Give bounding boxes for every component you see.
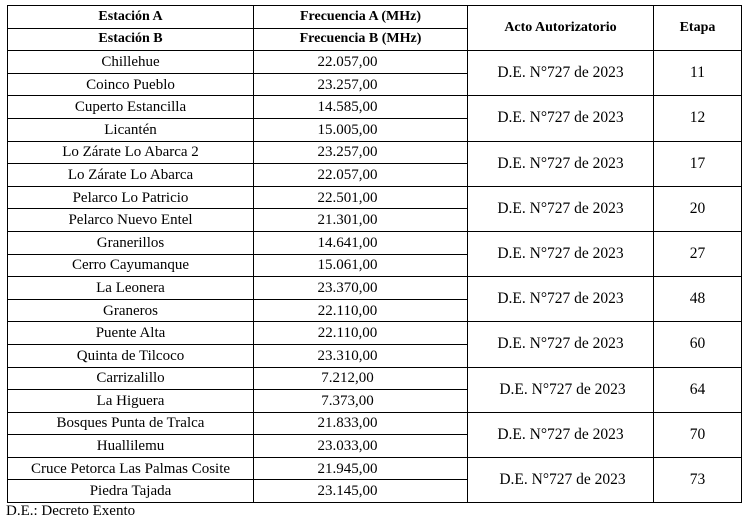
table-row — [8, 322, 742, 345]
frecuencia-a-cell: 14.585,00 — [254, 96, 468, 119]
etapa-cell: 20 — [654, 186, 742, 231]
frecuencia-b-cell: 23.033,00 — [254, 435, 468, 458]
estacion-a-cell: La Leonera — [8, 277, 254, 300]
frequency-table — [7, 5, 742, 503]
estacion-a-cell: Lo Zárate Lo Abarca 2 — [8, 141, 254, 164]
estacion-a-cell: Puente Alta — [8, 322, 254, 345]
estacion-b-cell: Pelarco Nuevo Entel — [8, 209, 254, 232]
table-body — [8, 51, 742, 503]
estacion-b-cell: Coinco Pueblo — [8, 73, 254, 96]
estacion-a-cell: Pelarco Lo Patricio — [8, 186, 254, 209]
table-row — [8, 412, 742, 435]
table-row — [8, 231, 742, 254]
estacion-b-cell: Quinta de Tilcoco — [8, 344, 254, 367]
estacion-a-cell: Granerillos — [8, 231, 254, 254]
frecuencia-b-cell: 7.373,00 — [254, 390, 468, 413]
frecuencia-a-cell: 22.110,00 — [254, 322, 468, 345]
acto-autorizatorio-cell: D.E. N°727 de 2023 — [468, 322, 654, 367]
etapa-cell: 27 — [654, 231, 742, 276]
table-row — [8, 367, 742, 390]
table-row — [8, 51, 742, 74]
acto-autorizatorio-cell: D.E. N°727 de 2023 — [468, 231, 654, 276]
acto-autorizatorio-cell: D.E. N°727 de 2023 — [468, 457, 654, 502]
etapa-cell: 11 — [654, 51, 742, 96]
estacion-b-cell: Licantén — [8, 118, 254, 141]
frecuencia-b-cell: 23.310,00 — [254, 344, 468, 367]
frecuencia-a-cell: 22.057,00 — [254, 51, 468, 74]
header-row-a — [8, 6, 742, 29]
header-acto-autorizatorio: Acto Autorizatorio — [468, 6, 654, 51]
frecuencia-b-cell: 15.061,00 — [254, 254, 468, 277]
etapa-cell: 17 — [654, 141, 742, 186]
estacion-b-cell: Cerro Cayumanque — [8, 254, 254, 277]
header-frecuencia-b: Frecuencia B (MHz) — [254, 28, 468, 51]
frecuencia-b-cell: 22.110,00 — [254, 299, 468, 322]
frecuencia-a-cell: 14.641,00 — [254, 231, 468, 254]
estacion-b-cell: Graneros — [8, 299, 254, 322]
frecuencia-b-cell: 23.145,00 — [254, 480, 468, 503]
estacion-b-cell: Huallilemu — [8, 435, 254, 458]
acto-autorizatorio-cell: D.E. N°727 de 2023 — [468, 412, 654, 457]
frecuencia-a-cell: 21.833,00 — [254, 412, 468, 435]
frecuencia-a-cell: 23.257,00 — [254, 141, 468, 164]
estacion-a-cell: Chillehue — [8, 51, 254, 74]
estacion-a-cell: Cuperto Estancilla — [8, 96, 254, 119]
acto-autorizatorio-cell: D.E. N°727 de 2023 — [468, 96, 654, 141]
acto-autorizatorio-cell: D.E. N°727 de 2023 — [468, 51, 654, 96]
estacion-a-cell: Carrizalillo — [8, 367, 254, 390]
acto-autorizatorio-cell: D.E. N°727 de 2023 — [468, 141, 654, 186]
etapa-cell: 70 — [654, 412, 742, 457]
frecuencia-a-cell: 22.501,00 — [254, 186, 468, 209]
table-row — [8, 277, 742, 300]
table-row — [8, 457, 742, 480]
frecuencia-b-cell: 21.301,00 — [254, 209, 468, 232]
frecuencia-b-cell: 23.257,00 — [254, 73, 468, 96]
frecuencia-a-cell: 23.370,00 — [254, 277, 468, 300]
table-row — [8, 96, 742, 119]
frecuencia-a-cell: 7.212,00 — [254, 367, 468, 390]
acto-autorizatorio-cell: D.E. N°727 de 2023 — [468, 186, 654, 231]
etapa-cell: 73 — [654, 457, 742, 502]
frecuencia-b-cell: 22.057,00 — [254, 164, 468, 187]
acto-autorizatorio-cell: D.E. N°727 de 2023 — [468, 367, 654, 412]
etapa-cell: 12 — [654, 96, 742, 141]
etapa-cell: 48 — [654, 277, 742, 322]
estacion-b-cell: La Higuera — [8, 390, 254, 413]
footnote: D.E.: Decreto Exento — [6, 503, 136, 519]
estacion-a-cell: Bosques Punta de Tralca — [8, 412, 254, 435]
estacion-b-cell: Piedra Tajada — [8, 480, 254, 503]
estacion-b-cell: Lo Zárate Lo Abarca — [8, 164, 254, 187]
header-estacion-a: Estación A — [8, 6, 254, 29]
table-row — [8, 186, 742, 209]
etapa-cell: 64 — [654, 367, 742, 412]
etapa-cell: 60 — [654, 322, 742, 367]
header-estacion-b: Estación B — [8, 28, 254, 51]
acto-autorizatorio-cell: D.E. N°727 de 2023 — [468, 277, 654, 322]
header-frecuencia-a: Frecuencia A (MHz) — [254, 6, 468, 29]
frecuencia-a-cell: 21.945,00 — [254, 457, 468, 480]
frecuencia-b-cell: 15.005,00 — [254, 118, 468, 141]
header-etapa: Etapa — [654, 6, 742, 51]
estacion-a-cell: Cruce Petorca Las Palmas Cosite — [8, 457, 254, 480]
table-row — [8, 141, 742, 164]
